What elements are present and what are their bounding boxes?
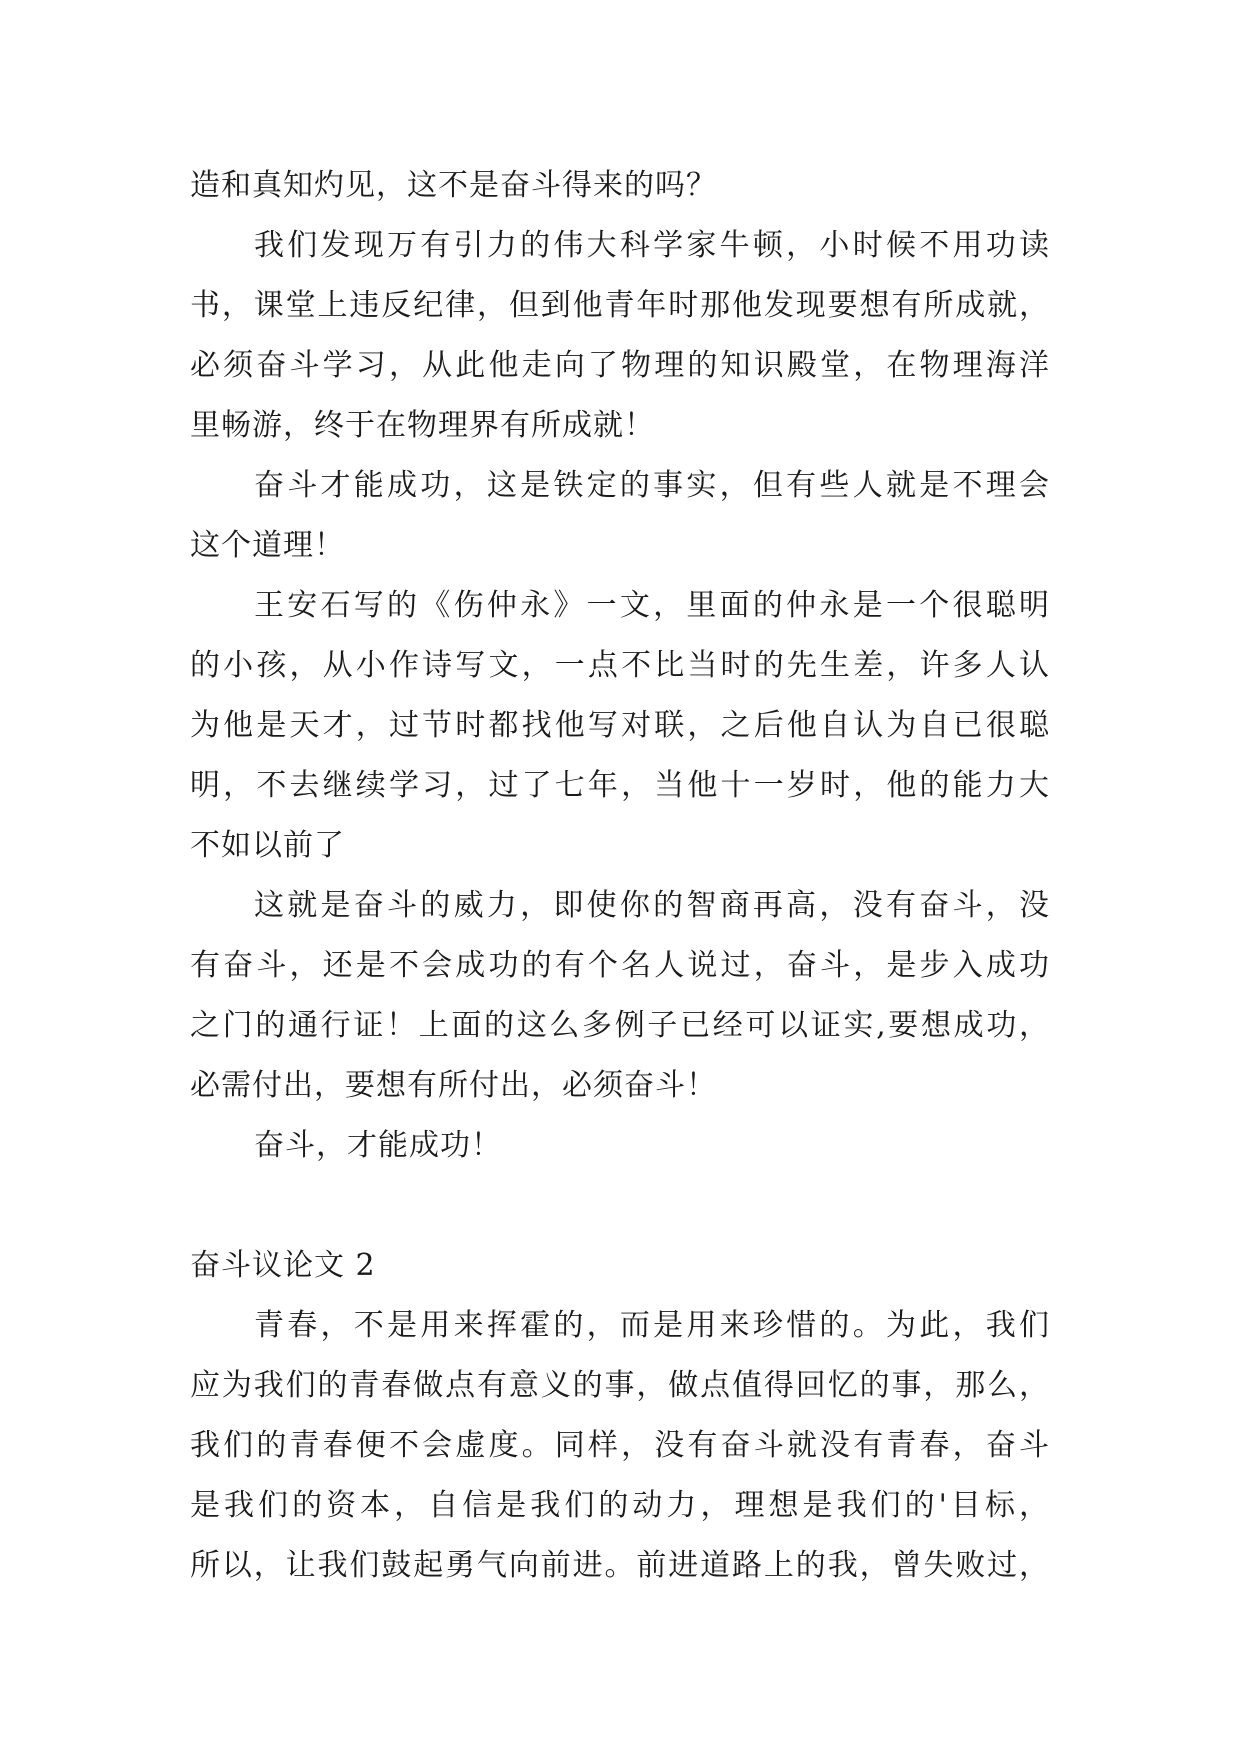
text-line: 造和真知灼见，这不是奋斗得来的吗？ (190, 168, 717, 203)
text-line: 所以，让我们鼓起勇气向前进。前进道路上的我，曾失败过， (190, 1548, 1050, 1583)
text-line: 王安石写的《伤仲永》一文，里面的仲永是一个很聪明 (254, 588, 1050, 623)
document-page (190, 156, 1050, 1596)
text-line: 我们发现万有引力的伟大科学家牛顿，小时候不用功读 (254, 228, 1050, 263)
text-line: 有奋斗，还是不会成功的有个名人说过，奋斗，是步入成功 (190, 948, 1050, 983)
text-line: 这个道理！ (190, 528, 345, 563)
text-line: 这就是奋斗的威力，即使你的智商再高，没有奋斗，没 (254, 888, 1050, 923)
paragraph-newton (190, 216, 1050, 456)
paragraph-zhongyong (190, 576, 1050, 876)
text-line: 明，不去继续学习，过了七年，当他十一岁时，他的能力大 (190, 768, 1050, 803)
text-line: 不如以前了 (190, 828, 345, 863)
paragraph-youth (190, 1296, 1050, 1596)
text-line: 应为我们的青春做点有意义的事，做点值得回忆的事，那么， (190, 1368, 1050, 1403)
text-line: 必须奋斗学习，从此他走向了物理的知识殿堂，在物理海洋 (190, 348, 1050, 383)
paragraph-power (190, 876, 1050, 1116)
text-line: 是我们的资本，自信是我们的动力，理想是我们的'目标， (190, 1488, 1050, 1523)
section-title: 奋斗议论文 2 (190, 1248, 376, 1283)
text-line: 青春，不是用来挥霍的，而是用来珍惜的。为此，我们 (254, 1308, 1050, 1343)
text-line: 为他是天才，过节时都找他写对联，之后他自认为自已很聪 (190, 708, 1050, 743)
paragraph-continuation (190, 156, 1050, 216)
text-line: 里畅游，终于在物理界有所成就！ (190, 408, 655, 443)
text-line: 之门的通行证！上面的这么多例子已经可以证实,要想成功， (190, 1008, 1050, 1043)
text-line: 必需付出，要想有所付出，必须奋斗！ (190, 1068, 717, 1103)
text-line: 我们的青春便不会虚度。同样，没有奋斗就没有青春，奋斗 (190, 1428, 1050, 1463)
text-line: 奋斗，才能成功！ (254, 1128, 502, 1163)
text-line: 的小孩，从小作诗写文，一点不比当时的先生差，许多人认 (190, 648, 1050, 683)
paragraph-conclusion (190, 1116, 1050, 1176)
section-gap (190, 1176, 1050, 1236)
text-line: 书，课堂上违反纪律，但到他青年时那他发现要想有所成就， (190, 288, 1050, 323)
paragraph-fact (190, 456, 1050, 576)
text-line: 奋斗才能成功，这是铁定的事实，但有些人就是不理会 (254, 468, 1050, 503)
